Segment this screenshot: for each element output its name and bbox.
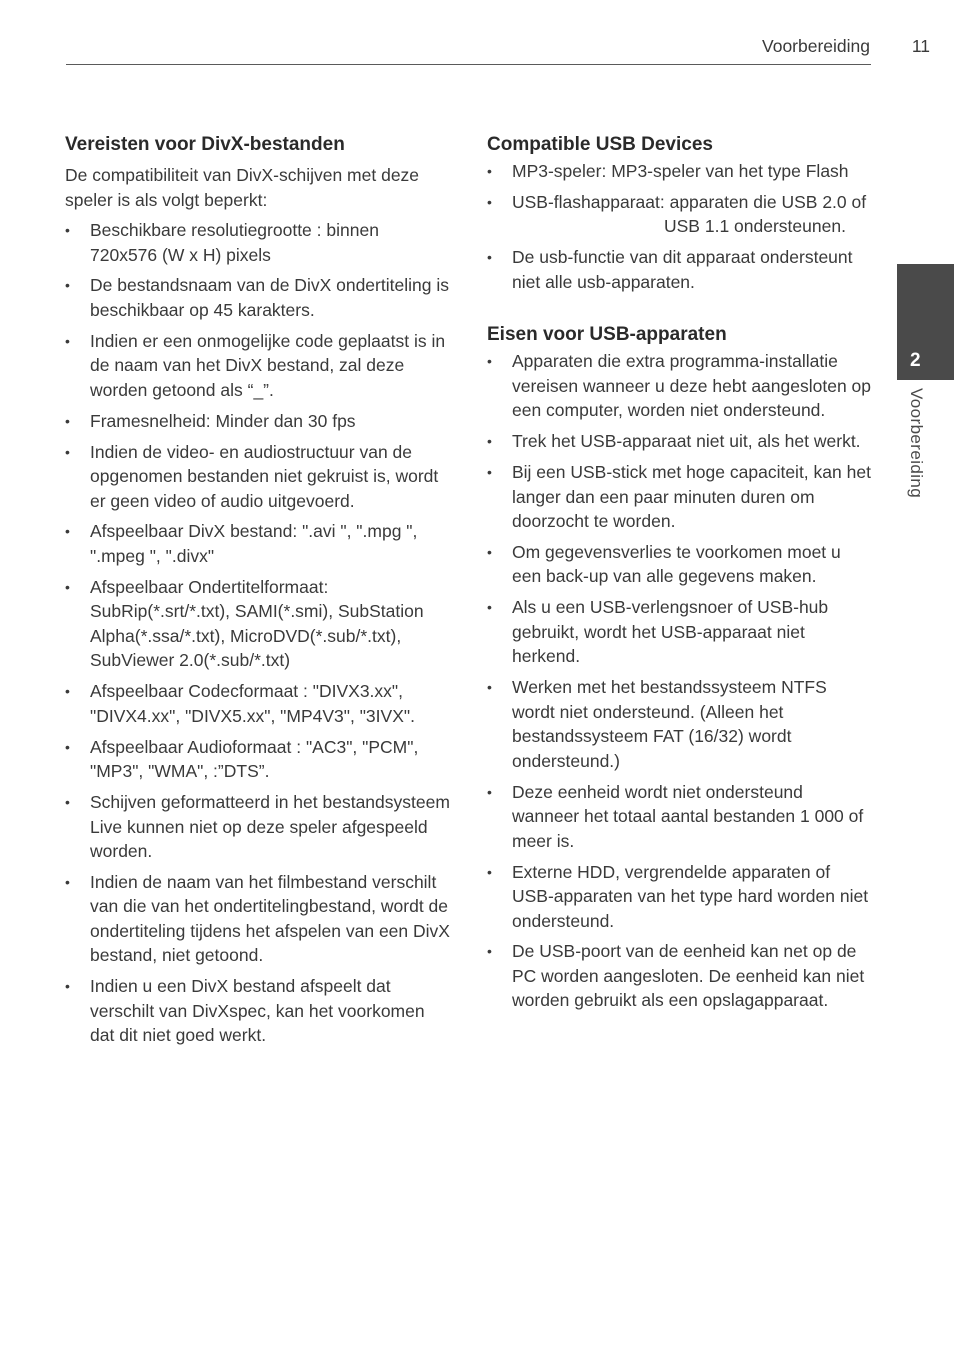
list-item-text: De bestandsnaam van de DivX ondertiteling is beschikbaar op 45 karakters. — [90, 275, 449, 320]
bullet: • — [65, 738, 70, 755]
list-item — [487, 159, 872, 184]
list-item-text: De usb-functie van dit apparaat ondersteunt niet alle usb-apparaten. — [512, 247, 853, 292]
bullet: • — [65, 412, 70, 429]
list-item-text: Afspeelbaar Audioformaat : "AC3", "PCM", "MP3", "WMA", :”DTS”. — [90, 736, 419, 782]
bullet: • — [65, 794, 70, 811]
bullet: • — [65, 222, 70, 238]
bullet: • — [487, 249, 492, 266]
bullet: • — [487, 783, 492, 800]
list-item — [65, 329, 450, 403]
list-item — [65, 575, 450, 673]
list-item — [65, 735, 450, 784]
list-item-text: Indien er een onmogelijke code geplaatst is in de naam van het DivX bestand, zal deze worden getoond als “_”. — [90, 330, 446, 400]
bullet: • — [65, 332, 70, 349]
list-item-text: Afspeelbaar Ondertitelformaat: SubRip(*.srt/*.txt), SAMI(*.smi), SubStation Alpha(*.ssa/*.txt), MicroDVD(*.sub/*.txt), SubViewer 2.0(*.sub/*.txt) — [90, 576, 424, 671]
running-header-section: Voorbereiding — [762, 36, 870, 56]
list-item — [65, 679, 450, 728]
list-item — [65, 974, 450, 1048]
list-item — [487, 429, 872, 454]
list-item — [65, 409, 450, 434]
bullet: • — [487, 679, 492, 696]
right-column — [487, 132, 872, 1019]
chapter-tab-number: 2 — [910, 350, 921, 371]
list-item-text: Afspeelbaar Codecformaat : "DIVX3.xx", "DIVX4.xx", "DIVX5.xx", "MP4V3", "3IVX". — [90, 681, 415, 726]
list-item — [65, 790, 450, 864]
list-item-text: Framesnelheid: Minder dan 30 fps — [90, 410, 356, 431]
list-item-text: Apparaten die extra programma-installatie vereisen wanneer u deze hebt aangesloten op een computer, worden niet ondersteund. — [512, 351, 872, 421]
bullet: • — [65, 277, 70, 294]
bullet: • — [65, 523, 70, 540]
list-item-text: MP3-speler: MP3-speler van het type Flash — [512, 161, 849, 181]
list-item-text: Beschikbare resolutiegrootte : binnen 720x576 (W x H) pixels — [90, 220, 379, 265]
bullet: • — [65, 978, 70, 995]
bullet: • — [487, 599, 492, 616]
list-item-text: USB-flashapparaat: apparaten die USB 2.0 of — [512, 191, 867, 212]
list-item — [487, 245, 872, 294]
list-item — [487, 595, 872, 669]
list-item-text: Schijven geformatteerd in het bestandsysteem Live kunnen niet op deze speler afgespeeld worden. — [90, 792, 450, 862]
left-column — [65, 132, 450, 1054]
list-item — [65, 218, 450, 267]
list-item-text: Bij een USB-stick met hoge capaciteit, kan het langer dan een paar minuten duren om doorzocht te worden. — [512, 462, 871, 532]
divx-requirements-list — [65, 218, 450, 1048]
list-item-text: Trek het USB-apparaat niet uit, als het werkt. — [512, 431, 861, 452]
usb-requirements-heading: Eisen voor USB-apparaten — [487, 324, 727, 346]
chapter-tab — [897, 264, 954, 380]
list-item-text: Als u een USB-verlengsnoer of USB-hub gebruikt, wordt het USB-apparaat niet herkend. — [512, 597, 829, 667]
list-item — [487, 460, 872, 534]
list-item — [487, 540, 872, 589]
list-item-text: Werken met het bestandssysteem NTFS wordt niet ondersteund. (Alleen het bestandssysteem FAT (16/32) wordt ondersteund.) — [512, 677, 827, 771]
list-item-text: Afspeelbaar DivX bestand: ".avi ", ".mpg ", ".mpeg ", ".divx" — [90, 521, 418, 566]
bullet: • — [487, 863, 492, 880]
bullet: • — [487, 464, 492, 481]
bullet: • — [65, 683, 70, 700]
list-item-text: Indien u een DivX bestand afspeelt dat verschilt van DivXspec, kan het voorkomen dat dit niet goed werkt. — [90, 976, 425, 1046]
list-item-continuation: USB 1.1 ondersteunen. — [664, 216, 846, 237]
list-item — [487, 860, 872, 934]
usb-devices-list — [487, 159, 872, 294]
header-rule — [66, 64, 871, 65]
list-item — [487, 675, 872, 773]
bullet: • — [65, 443, 70, 460]
list-item-text: De USB-poort van de eenheid kan net op de PC worden aangesloten. De eenheid kan niet worden gebruikt als een opslagapparaat. — [512, 941, 865, 1011]
bullet: • — [65, 578, 70, 595]
list-item — [487, 939, 872, 1013]
list-item — [65, 440, 450, 514]
bullet: • — [65, 873, 70, 890]
list-item — [487, 780, 872, 854]
page-number: 11 — [911, 36, 930, 56]
bullet: • — [487, 943, 492, 960]
usb-devices-heading: Compatible USB Devices — [487, 134, 713, 155]
list-item — [487, 190, 872, 239]
list-item — [487, 349, 872, 423]
bullet: • — [487, 353, 492, 370]
bullet: • — [487, 543, 492, 560]
chapter-tab-label: Voorbereiding — [907, 388, 926, 499]
list-item — [65, 519, 450, 568]
bullet: • — [487, 163, 492, 179]
divx-intro: De compatibiliteit van DivX-schijven met deze speler is als volgt beperkt: — [65, 165, 420, 210]
divx-requirements-heading: Vereisten voor DivX-bestanden — [65, 134, 345, 155]
list-item-text: Deze eenheid wordt niet ondersteund wanneer het totaal aantal bestanden 1 000 of meer is. — [512, 781, 864, 851]
list-item-text: Indien de video- en audiostructuur van de opgenomen bestanden niet gekruist is, wordt er geen video of audio uitgevoerd. — [90, 441, 439, 511]
bullet: • — [487, 193, 492, 210]
list-item — [65, 870, 450, 968]
list-item-text: Indien de naam van het filmbestand verschilt van die van het ondertitelingbestand, wordt de ondertiteling tijdens het afspelen van een DivX bestand, niet getoond. — [90, 871, 450, 966]
usb-requirements-list — [487, 349, 872, 1013]
list-item-text: Externe HDD, vergrendelde apparaten of USB-apparaten van het type hard worden niet ondersteund. — [512, 861, 869, 931]
bullet: • — [487, 433, 492, 450]
list-item-text: Om gegevensverlies te voorkomen moet u een back-up van alle gegevens maken. — [512, 541, 841, 587]
list-item — [65, 273, 450, 322]
